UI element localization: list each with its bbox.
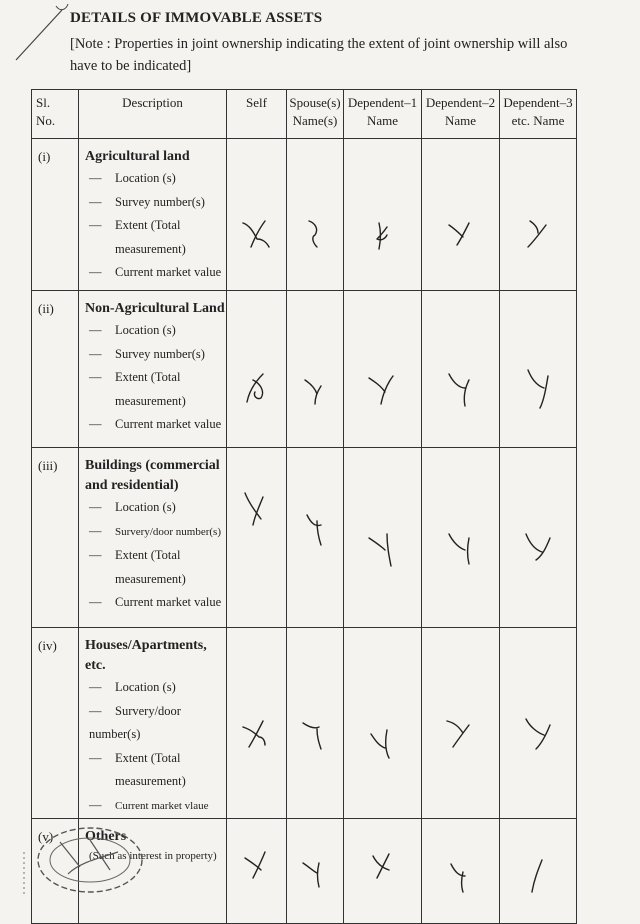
row-title: Houses/Apartments, etc. [85, 638, 207, 673]
handwritten-mark-icon [516, 854, 560, 898]
row-description [79, 139, 227, 291]
list-item: — Extent (Total [89, 548, 181, 562]
list-item: — Survery/door number(s) [89, 523, 222, 538]
self-cell-signed [227, 628, 287, 819]
header-description: Description [79, 90, 227, 139]
header-spouse [287, 90, 344, 139]
list-item: — Location (s) [89, 680, 176, 694]
list-item: — Extent (Total [89, 218, 181, 232]
dependent-2-cell-signed [422, 448, 500, 628]
handwritten-mark-icon [293, 507, 337, 551]
handwritten-mark-icon [516, 211, 560, 255]
handwritten-mark-icon [235, 844, 279, 888]
header-dep3-line2: etc. Name [511, 113, 565, 128]
row-sl-no: (i) [32, 139, 79, 291]
header-dep3-line1: Dependent–3 [503, 95, 573, 110]
dependent-1-cell-signed [344, 291, 422, 448]
row-title: Others [85, 829, 127, 844]
header-dependent-3 [500, 90, 577, 139]
handwritten-mark-icon [235, 211, 279, 255]
row-description [79, 628, 227, 819]
self-cell-signed [227, 448, 287, 628]
corner-pen-mark [12, 2, 74, 64]
header-dep2-line2: Name [444, 113, 477, 128]
list-item: — Survery/door number(s) [89, 703, 181, 741]
handwritten-mark-icon [361, 524, 405, 568]
handwritten-mark-icon [439, 366, 483, 410]
handwritten-mark-icon [293, 366, 337, 410]
dependent-3-cell-signed [500, 291, 577, 448]
dependent-2-cell-signed [422, 819, 500, 924]
list-item: — Location (s) [89, 500, 176, 514]
list-item: — Extent (Total [89, 750, 181, 765]
list-item: — Current market value [89, 595, 222, 609]
handwritten-mark-icon [439, 854, 483, 898]
list-item-continuation: measurement) [115, 571, 186, 586]
page-heading: DETAILS OF IMMOVABLE ASSETS [70, 10, 323, 26]
list-item: — Location (s) [89, 323, 176, 337]
header-dep1-line1: Dependent–1 [347, 95, 418, 110]
handwritten-mark-icon [439, 211, 483, 255]
dependent-2-cell-signed [422, 139, 500, 291]
row-sl-no: (iii) [32, 448, 79, 628]
header-dependent-2 [422, 90, 500, 139]
list-item: — Survey number(s) [89, 194, 205, 209]
row-sl-no: (iv) [32, 628, 79, 819]
list-item: (Such as interest in property) [89, 850, 217, 862]
table-row [32, 291, 577, 448]
handwritten-mark-icon [439, 524, 483, 568]
handwritten-mark-icon [439, 711, 483, 755]
header-dependent-1 [344, 90, 422, 139]
dependent-2-cell-signed [422, 628, 500, 819]
handwritten-mark-icon [361, 366, 405, 410]
handwritten-mark-icon [293, 849, 337, 893]
list-item-continuation: measurement) [115, 393, 186, 408]
row-description [79, 448, 227, 628]
handwritten-mark-icon [516, 366, 560, 410]
table-row [32, 628, 577, 819]
handwritten-mark-icon [235, 711, 279, 755]
header-dep1-line2: Name [366, 113, 399, 128]
handwritten-mark-icon [235, 489, 279, 533]
dependent-1-cell-signed [344, 628, 422, 819]
spouse-cell-signed [287, 819, 344, 924]
row-description [79, 291, 227, 448]
list-item: — Location (s) [89, 171, 176, 185]
handwritten-mark-icon [293, 211, 337, 255]
list-item: — Survey number(s) [89, 346, 205, 361]
handwritten-mark-icon [361, 844, 405, 888]
row-title-continuation: and residential) [85, 478, 179, 493]
row-sl-no: (v) [32, 819, 79, 924]
list-item: — Current market vlaue [89, 797, 209, 812]
handwritten-mark-icon [361, 720, 405, 764]
spouse-cell-signed [287, 291, 344, 448]
self-cell-signed [227, 139, 287, 291]
handwritten-mark-icon [361, 211, 405, 255]
list-item-continuation: measurement) [115, 774, 186, 788]
dependent-3-cell-signed [500, 448, 577, 628]
dependent-2-cell-signed [422, 291, 500, 448]
header-self: Self [227, 90, 287, 139]
handwritten-mark-icon [293, 711, 337, 755]
table-row [32, 448, 577, 628]
self-cell-signed [227, 291, 287, 448]
handwritten-mark-icon [516, 711, 560, 755]
header-sl-no [32, 90, 79, 139]
header-spouse-line2: Name(s) [292, 113, 338, 128]
list-item: — Current market value [89, 265, 222, 279]
header-sl-label: Sl. [36, 95, 51, 110]
header-no-label: No. [36, 113, 56, 128]
joint-ownership-note: [Note : Properties in joint ownership indicating the extent of joint ownership will also have to be indicated] [70, 36, 568, 74]
dependent-1-cell-signed [344, 139, 422, 291]
header-row [32, 90, 577, 139]
immovable-assets-table [31, 89, 577, 924]
dependent-3-cell-signed [500, 139, 577, 291]
row-title: Agricultural land [85, 149, 190, 164]
official-stamp-icon [20, 812, 150, 894]
handwritten-mark-icon [516, 524, 560, 568]
dependent-1-cell-signed [344, 448, 422, 628]
handwritten-mark-icon [235, 366, 279, 410]
dependent-3-cell-signed [500, 628, 577, 819]
self-cell-signed [227, 819, 287, 924]
row-title: Buildings (commercial [85, 458, 220, 473]
list-item: — Current market value [89, 417, 222, 431]
header-dep2-line1: Dependent–2 [425, 95, 496, 110]
spouse-cell-signed [287, 448, 344, 628]
spouse-cell-signed [287, 628, 344, 819]
table-row [32, 139, 577, 291]
list-item: — Extent (Total [89, 370, 181, 384]
dependent-1-cell-signed [344, 819, 422, 924]
header-spouse-line1: Spouse(s) [289, 95, 341, 110]
row-title: Non-Agricultural Land [85, 301, 225, 316]
spouse-cell-signed [287, 139, 344, 291]
row-sl-no: (ii) [32, 291, 79, 448]
dependent-3-cell-signed [500, 819, 577, 924]
list-item-continuation: measurement) [115, 241, 186, 256]
